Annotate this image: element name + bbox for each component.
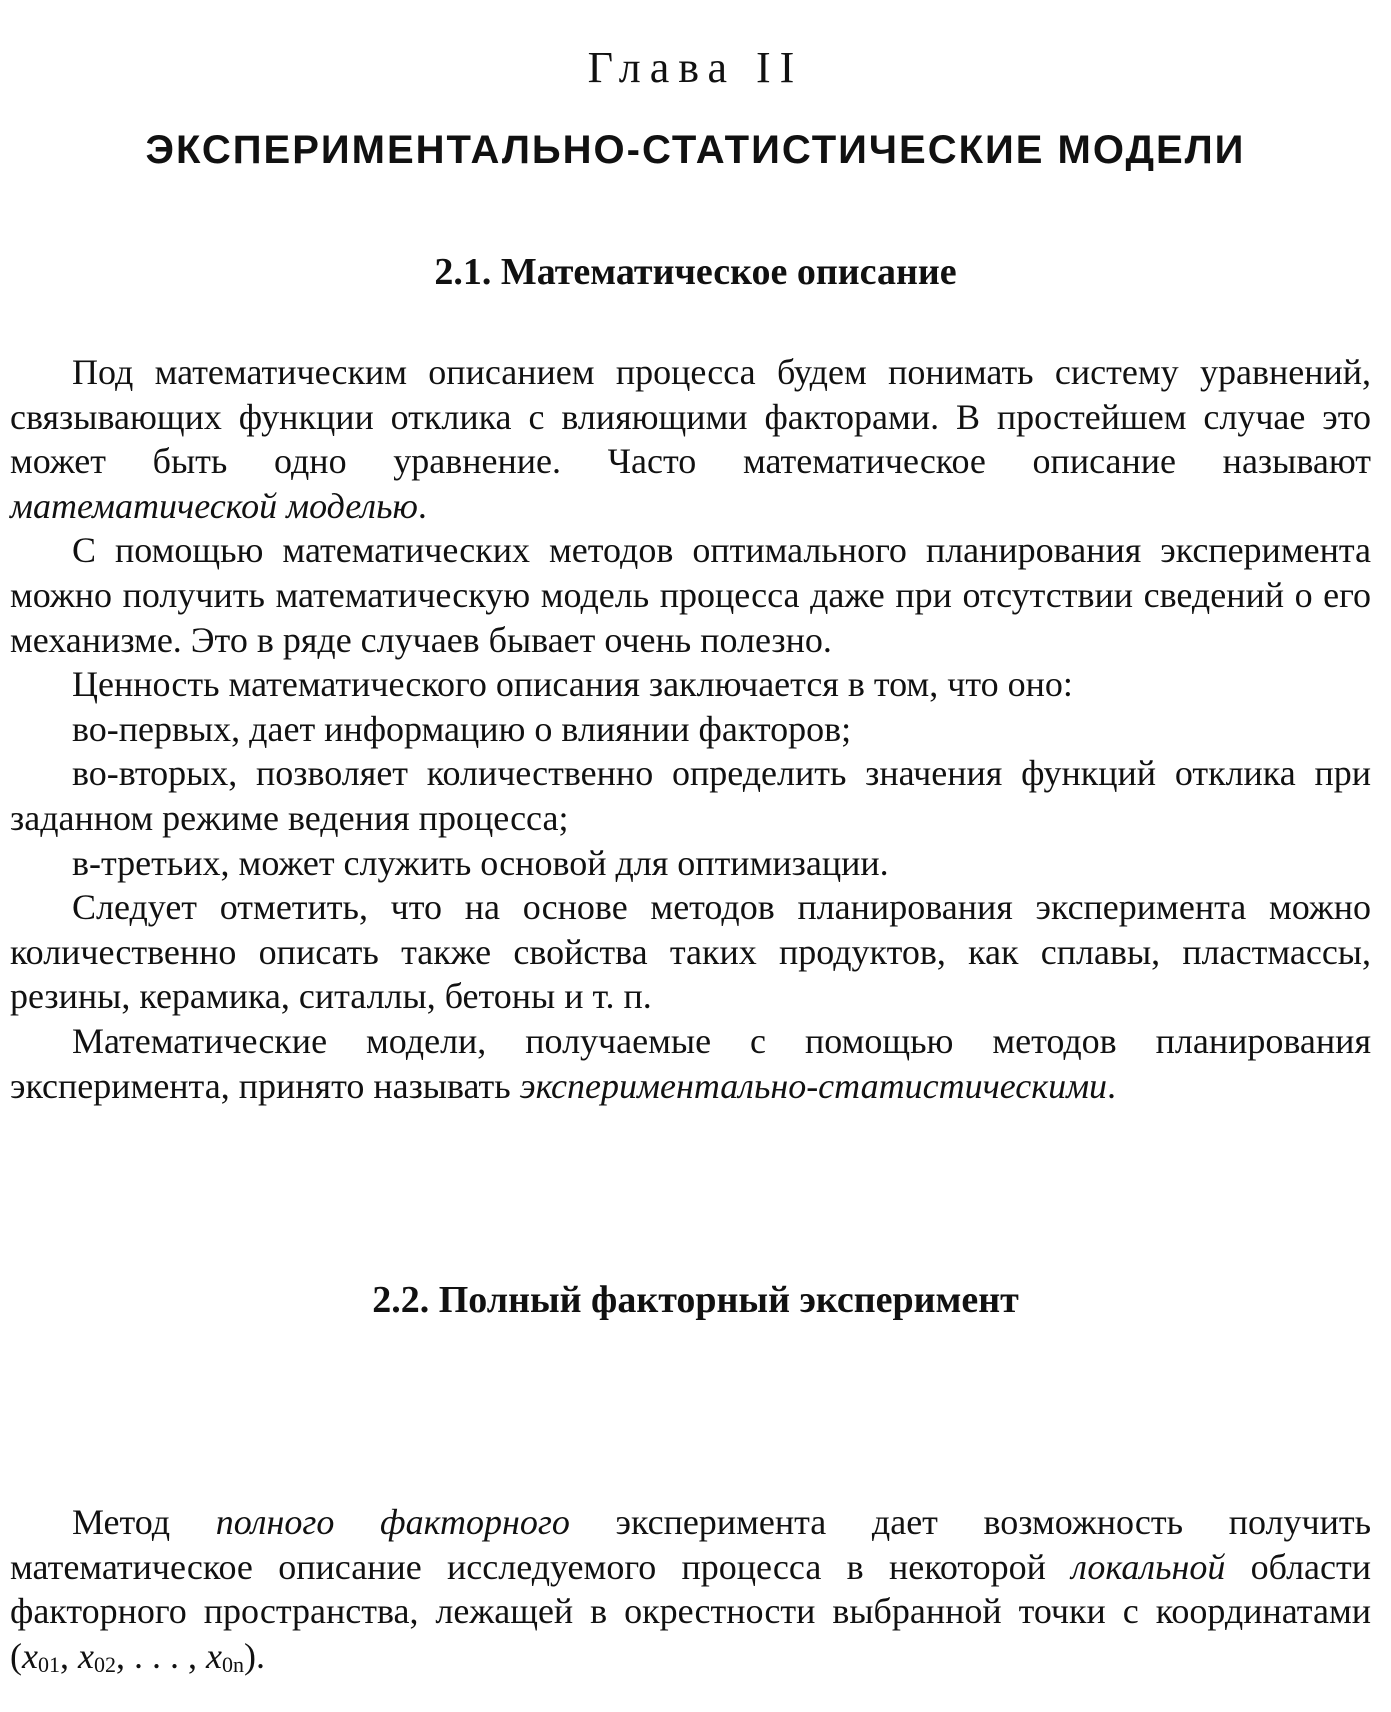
paragraph-text: Под математическим описанием процесса будем понимать систему уравнений, связывающих функции отклика с влияющими факторами. В простейшем случае это может быть одно уравнение. Часто математическое описание называют	[10, 352, 1371, 482]
list-item-first: во-первых, дает информацию о влиянии факторов;	[72, 708, 852, 749]
paragraph-materials: Следует отметить, что на основе методов планирования эксперимента можно количественно описать также свойства таких продуктов, как сплавы, пластмассы, резины, керамика, ситаллы, бетоны и т. п.	[10, 887, 1371, 1017]
emphasis-term: локальной	[1071, 1546, 1226, 1587]
coordinate-variable: x	[205, 1635, 222, 1676]
separator: , . . . ,	[115, 1635, 206, 1676]
paragraph-value: Ценность математического описания заключается в том, что оно:	[72, 664, 1073, 705]
coordinate-variable: x	[22, 1635, 38, 1676]
chapter-title: ЭКСПЕРИМЕНТАЛЬНО-СТАТИСТИЧЕСКИЕ МОДЕЛИ	[145, 128, 1246, 172]
list-item-second: во-вторых, позволяет количественно определить значения функций отклика при заданном режиме ведения процесса;	[10, 753, 1371, 838]
list-item-third: в-третьих, может служить основой для оптимизации.	[72, 842, 889, 883]
section-2-2-body	[10, 1500, 1371, 1687]
text-run: Метод	[72, 1502, 216, 1542]
paragraph-methods: С помощью математических методов оптимального планирования эксперимента можно получить математическую модель процесса даже при отсутствии сведений о его механизме. Это в ряде случаев бывает очень полезно.	[10, 530, 1371, 660]
paragraph-end: .	[417, 485, 427, 526]
coordinate-subscript: 02	[93, 1651, 116, 1677]
chapter-label: Глава II	[587, 43, 804, 92]
coordinate-variable: x	[77, 1635, 94, 1676]
coordinate-subscript: 01	[37, 1651, 60, 1677]
paragraph-models	[10, 1019, 1371, 1108]
emphasis-term: математической моделью	[10, 485, 418, 526]
section-2-1-body	[10, 350, 1371, 1108]
text-run: эксперимента дает возможность получить математическое описание исследуемого процесса в некоторой	[10, 1502, 1371, 1587]
paragraph-full-factorial	[10, 1500, 1371, 1687]
closing-paren: ).	[243, 1635, 265, 1676]
emphasis-term: полного факторного	[215, 1502, 570, 1542]
paragraph-end: .	[1107, 1065, 1117, 1106]
section-title-2-1: 2.1. Математическое описание	[434, 251, 957, 293]
text-run: области факторного пространства, лежащей в окрестности выбранной точки с координатами (	[10, 1546, 1372, 1676]
section-title-2-2: 2.2. Полный факторный эксперимент	[372, 1279, 1019, 1321]
coordinate-subscript: 0n	[221, 1651, 244, 1677]
paragraph-definition	[10, 350, 1371, 528]
separator: ,	[59, 1635, 78, 1676]
paragraph-text: Математические модели, получаемые с помощью методов планирования эксперимента, принято называть	[10, 1020, 1371, 1106]
emphasis-term: экспериментально-статистическими	[519, 1065, 1108, 1106]
